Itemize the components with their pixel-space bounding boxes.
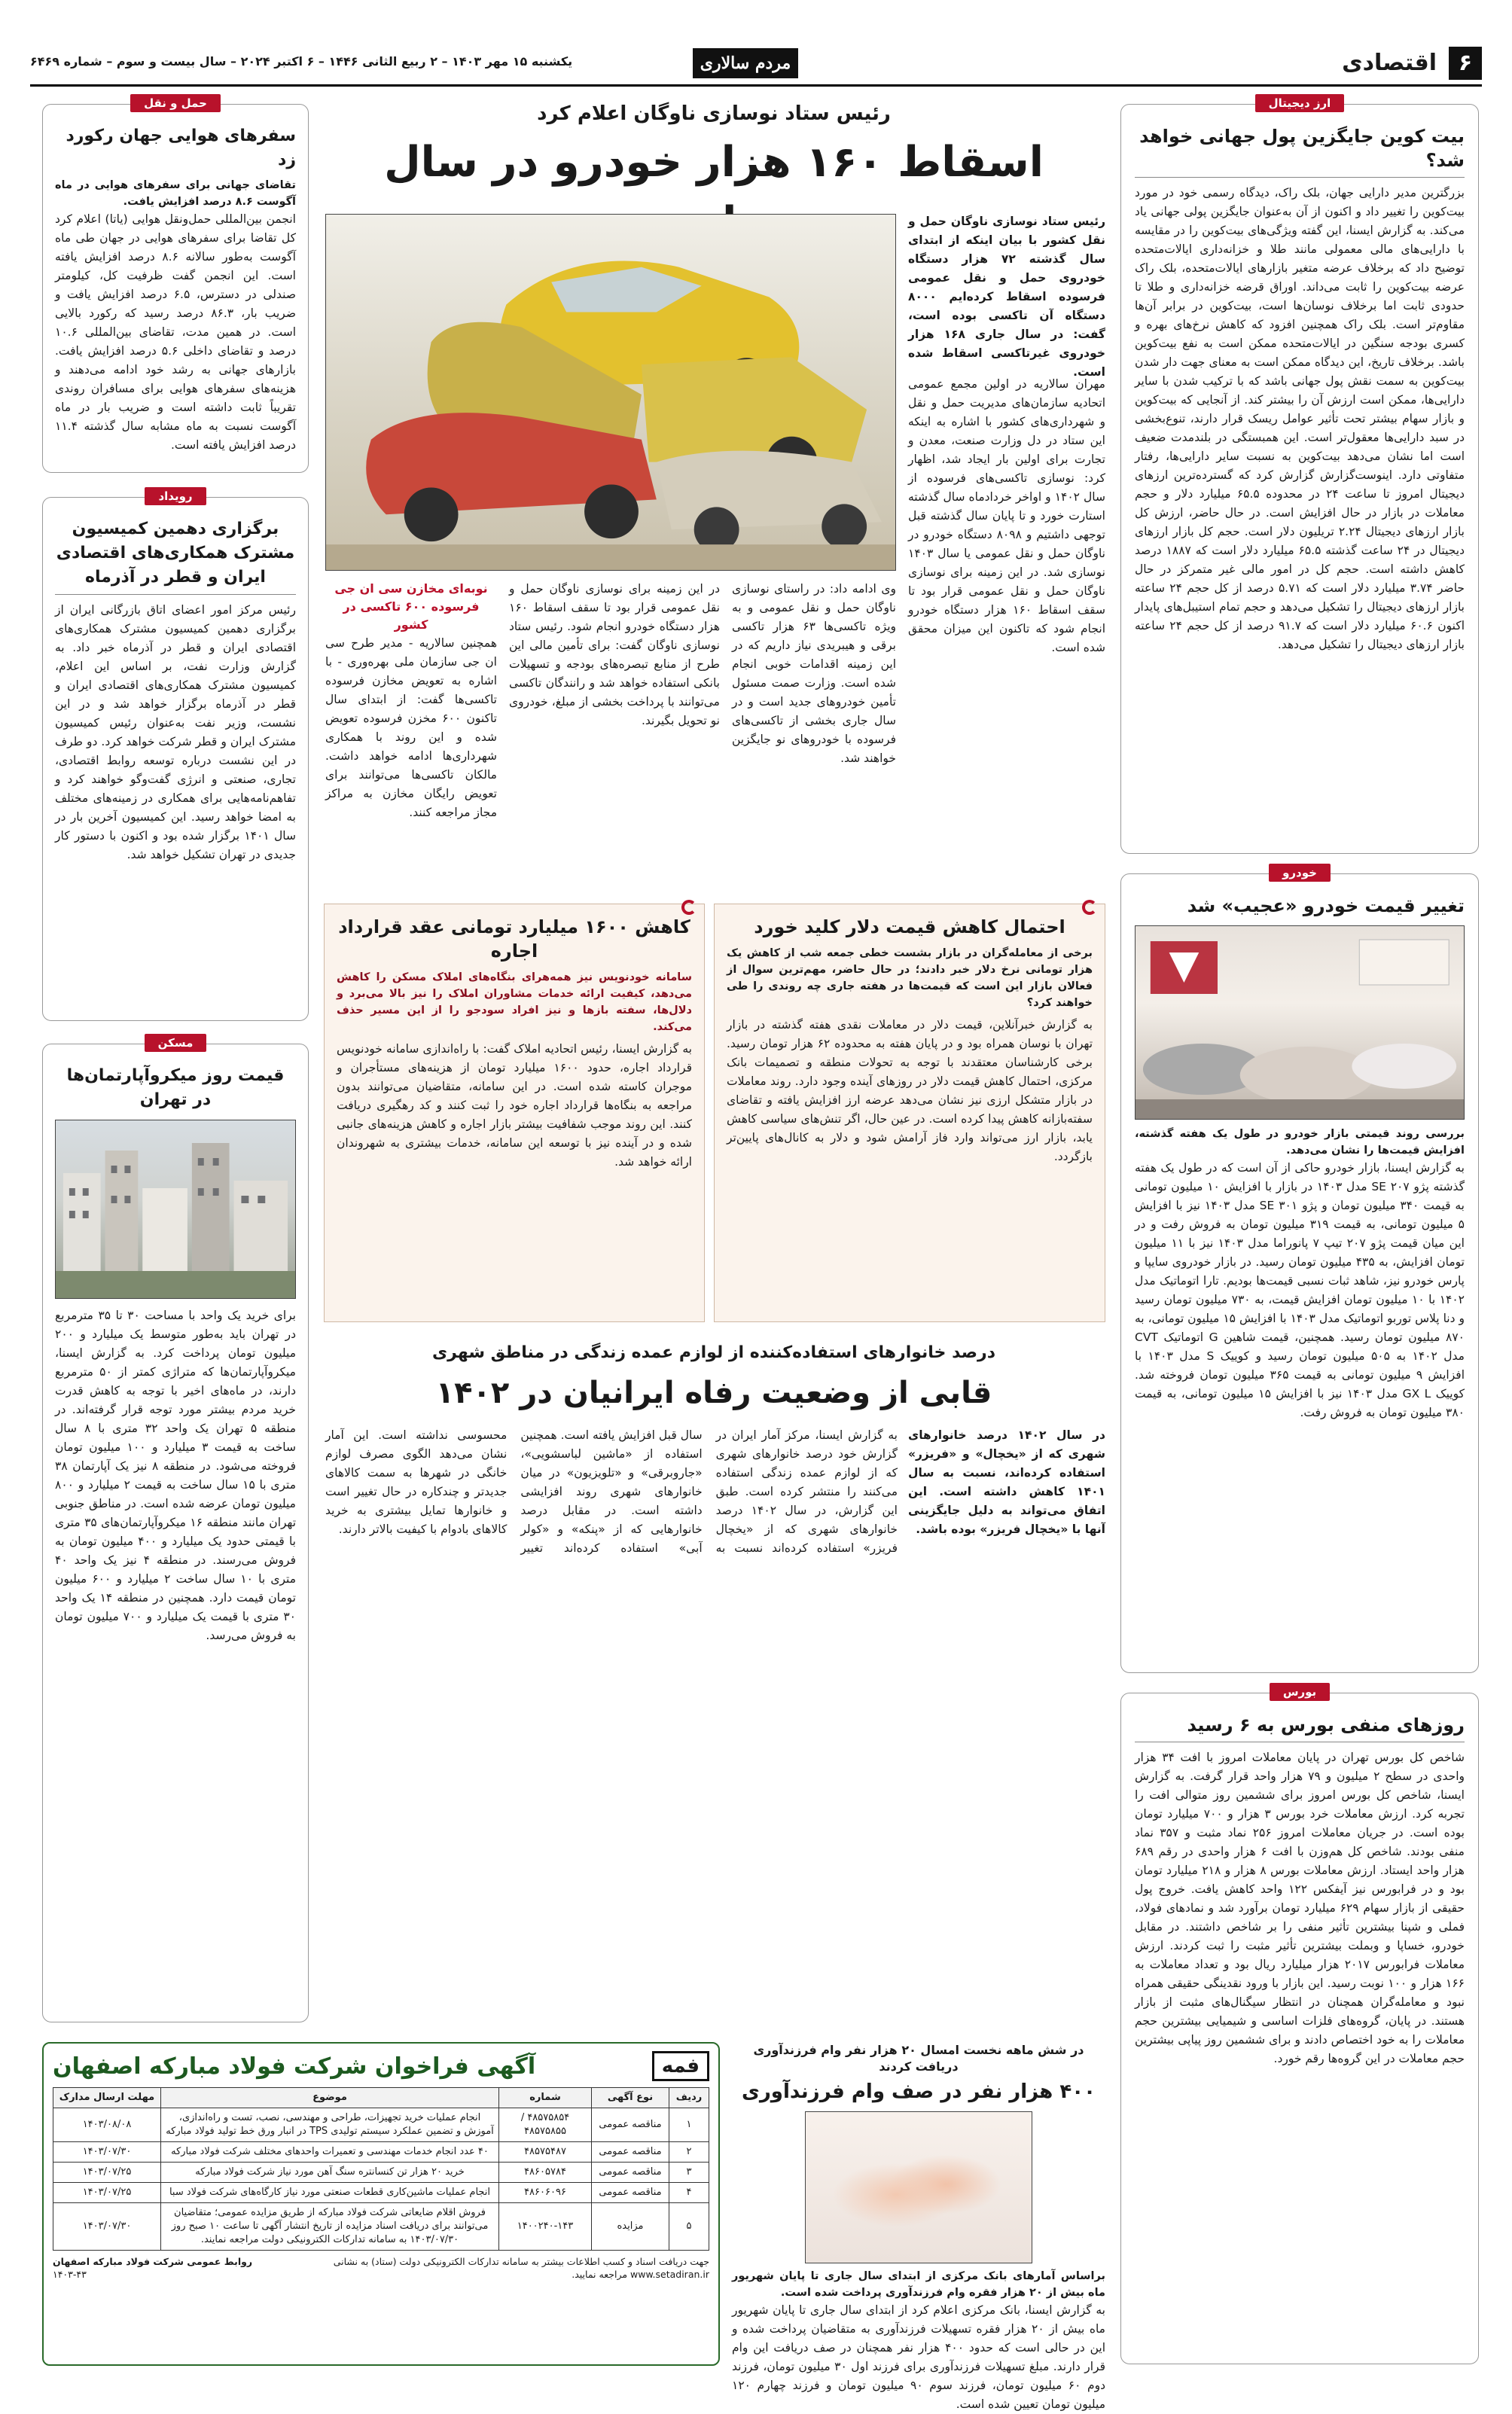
ad-col-number: شماره (499, 2088, 592, 2108)
page-header (30, 45, 1482, 83)
table-row: ۴ مناقصه عمومی ۴۸۶۰۶۰۹۶ انجام عملیات ماشین‌کاری قطعات صنعتی مورد نیاز کارگاه‌های شرکت فولاد سبا ۱۴۰۳/۰۷/۲۵ (53, 2183, 709, 2203)
dollar-lead: برخی از معامله‌گران در بازار بشست خطی جمعه شب از کاهش یک هزار تومانی نرخ دلار خبر دادند؛ در حال حاضر، مهم‌ترین سوال از فعالان بازار این است که قیمت‌ها در هفته جاری چه روندی را طی خواهند کرد؟ (727, 947, 1093, 1009)
crypto-article (1120, 96, 1479, 854)
ad-table-header (53, 2088, 709, 2108)
dollar-article (714, 904, 1105, 1322)
housing-tag: مسکن (145, 1034, 207, 1052)
welfare-kicker: درصد خانوارهای استفاده‌کننده از لوازم عمده زندگی در مناطق شهری (431, 1343, 995, 1362)
main-col2: وی ادامه داد: در راستای نوسازی ناوگان حمل و نقل عمومی و به ویژه تاکسی‌ها ۶۳ هزار تاکسی برقی و هیبریدی نیاز داریم که در این زمینه اقدامات خوبی انجام شده است. وزارت صمت مسئول تأمین خودروهای جدید است و در سال جاری بخشی از تاکسی‌های فرسوده با خودروهای نو جایگزین خواهند شد. (732, 582, 896, 765)
housing-article (42, 1036, 309, 2022)
bourse-title: روزهای منفی بورس به ۶ رسید (1187, 1714, 1465, 1736)
rent-marker-icon (681, 900, 697, 915)
rent-article (324, 904, 705, 1322)
baby-feet-photo (805, 2111, 1032, 2263)
loan-kicker: در شش ماهه نخست امسال ۲۰ هزار نفر وام فرزندآوری دریافت کردند (753, 2043, 1084, 2074)
ad-title: آگهی فراخوان شرکت فولاد مبارکه اصفهان (53, 2053, 536, 2080)
newspaper-logo: مردم سالاری (693, 48, 798, 78)
rent-body: به گزارش ایسنا، رئیس اتحادیه املاک گفت: با راه‌اندازی سامانه خودنویس قرارداد اجاره، حدود ۱۶۰۰ میلیارد تومان از هزینه‌های مستأجران و موجران کاسته شده است. در این سامانه، متقاضیان می‌توانند بدون مراجعه به بنگاه‌ها قرارداد اجاره خود را ثبت کنند و کد رهگیری دریافت کنند. این روند موجب شفافیت بیشتر بازار اجاره و کاهش هزینه‌های جانبی شده و در آینده نیز با توسعه این سامانه، خدمات بیشتری به شهروندان ارائه خواهد شد. (337, 1042, 692, 1169)
table-row: ۳ مناقصه عمومی ۴۸۶۰۵۷۸۴ خرید ۲۰ هزار تن کنسانتره سنگ آهن مورد نیاز شرکت فولاد مبارکه ۱۴۰۳/۰۷/۲۵ (53, 2163, 709, 2183)
dollar-marker-icon (1082, 900, 1097, 915)
ad-col-deadline: مهلت ارسال مدارک (53, 2088, 161, 2108)
rent-lead: سامانه خودنویس نیز همه‌هرای بنگاه‌های املاک مسکن را کاهش می‌دهد، کیفیت ارائه خدمات مشاوران املاک را نیز بالا می‌برد و دلال‌ها، سفته بازها و نیز افراد سودجو را از این مسیر حذف می‌کند. (337, 971, 692, 1033)
car-showroom-photo (1135, 925, 1465, 1120)
section-name: اقتصادی (1342, 50, 1437, 76)
main-col4 (325, 580, 497, 885)
air-travel-title: سفرهای هوایی جهان رکورد زد (66, 126, 296, 169)
tehran-buildings-photo (55, 1120, 296, 1299)
ad-table (53, 2087, 709, 2251)
header-rule (30, 84, 1482, 87)
car-price-tag: خودرو (1269, 864, 1331, 882)
table-row: ۵ مزایده ۱۴۰۰۲۴۰-۱۴۳ فروش اقلام ضایعاتی شرکت فولاد مبارکه از طریق مزایده عمومی؛ متقاضیان می‌توانند برای دریافت اسناد مزایده از تاریخ انتشار آگهی تا ساعت ۱۰ صبح روز ۱۴۰۳/۰۷/۳۰ به سامانه تدارکات الکترونیکی دولت مراجعه نمایند. ۱۴۰۳/۰۷/۳۰ (53, 2203, 709, 2251)
iran-qatar-tag: رویداد (145, 487, 206, 505)
issue-line: یکشنبه ۱۵ مهر ۱۴۰۳ – ۲ ربیع الثانی ۱۴۴۶ – ۶ اکتبر ۲۰۲۴ – سال بیست و سوم – شماره ۶۴۶۹ (30, 54, 573, 69)
rent-title: کاهش ۱۶۰۰ میلیارد تومانی عقد قرارداد اجاره (338, 916, 690, 962)
cng-subhead: نوبه‌ای مخازن سی ان جی فرسوده ۶۰۰ تاکسی در کشور (334, 581, 488, 632)
iran-qatar-title: برگزاری دهمین کمیسیون مشترک همکاری‌های اقتصادی ایران و قطر در آذرماه (56, 520, 295, 587)
housing-body: برای خرید یک واحد با مساحت ۳۰ تا ۳۵ مترمربع در تهران باید به‌طور متوسط یک میلیارد و ۲۰۰ میلیون تومان پرداخت کرد. به گزارش ایسنا، میکروآپارتمان‌ها که متراژی کمتر از ۵۰ مترمربع دارند، در ماه‌های اخیر با توجه به کاهش قدرت خرید مردم بیشتر مورد توجه قرار گرفته‌اند. در منطقه ۵ تهران یک واحد ۳۲ متری با ۸ سال ساخت به قیمت ۳ میلیارد و ۱۰۰ میلیون تومان فروخته می‌شود. در منطقه ۸ نیز یک آپارتمان ۳۸ متری با ۱۵ سال ساخت به قیمت ۲ میلیارد و ۸۰۰ میلیون تومان عرضه شده است. در مناطق جنوبی تهران مانند منطقه ۱۶ میکروآپارتمان‌های ۳۵ متری با قیمتی حدود یک میلیارد و ۴۰۰ میلیون تومان به فروش می‌رسند. در منطقه ۴ نیز یک واحد ۴۰ متری با ۱۰ سال ساخت ۲ میلیارد و ۶۰۰ میلیون تومان قیمت دارد. همچنین در منطقه ۱۴ یک واحد ۳۰ متری با قیمت یک میلیارد و ۷۰۰ میلیون تومان به فروش می‌رسد. (55, 1309, 297, 1642)
dollar-title: احتمال کاهش قیمت دلار کلید خورد (754, 916, 1065, 937)
air-travel-tag: حمل و نقل (130, 94, 221, 112)
main-lead: رئیس ستاد نوسازی ناوگان حمل و نقل کشور با بیان اینکه از ابتدای سال گذشته ۷۲ هزار دستگاه خودروی حمل و نقل عمومی فرسوده اسقاط کرده‌ایم ۸۰۰۰ دستگاه آن تاکسی بوده است، گفت: در سال جاری ۱۶۸ هزار خودروی غیرتاکسی اسقاط شده است. (908, 215, 1105, 379)
iran-qatar-article (42, 489, 309, 1021)
loan-article (732, 2042, 1105, 2411)
welfare-title: قابی از وضعیت رفاه ایرانیان در ۱۴۰۲ (435, 1376, 992, 1410)
ad-col-subject: موضوع (161, 2088, 499, 2108)
bourse-article (1120, 1685, 1479, 2364)
bourse-body: شاخص کل بورس تهران در پایان معاملات امروز با افت ۳۴ هزار واحدی در سطح ۲ میلیون و ۷۹ هزار واحد قرار گرفت. به گزارش ایسنا، شاخص کل بورس امروز برای ششمین روز متوالی افت را تجربه کرد. ارزش معاملات خرد بورس ۳ هزار و ۷۰۰ میلیارد تومان بوده است. در جریان معاملات امروز ۲۵۶ نماد مثبت و ۳۵۷ نماد منفی بودند. شاخص کل هم‌وزن با افت ۶ هزار واحدی در رقم ۶۸۹ هزار واحد ایستاد. ارزش معاملات بورس ۸ هزار و ۲۱۸ میلیارد تومان بود و در فرابورس نیز آیفکس ۱۲۲ واحد کاهش یافت. خروج پول حقیقی از بازار سهام ۶۲۹ میلیارد تومان برآورد شد و نمادهای فولاد، فملی و شپنا بیشترین تأثیر منفی را بر شاخص داشتند. در مقابل خودرو، خساپا و وبملت بیشترین تأثیر مثبت را ثبت کردند. ارزش معاملات فرابورس ۲۰۱۷ هزار میلیارد ریال بود و تعداد معاملات به ۱۶۶ هزار و ۱۰۰ نوبت رسید. این بازار با ورود نقدینگی حقیقی همراه نبود و معامله‌گران همچنان در انتظار سیگنال‌های مثبت از بازار هستند. در پایان، گروه‌های فلزات اساسی و شیمیایی بیشترین حجم معاملات را به خود اختصاص دادند و برای ششمین روز پیاپی بیشترین حجم معاملات در این گروه‌ها رقم خورد. (1135, 1751, 1465, 2065)
air-travel-lead: تقاضای جهانی برای سفرهای هوایی در ماه آگوست ۸.۶ درصد افزایش یافت. (55, 179, 296, 208)
main-col1: مهران سالاریه در اولین مجمع عمومی اتحادیه سازمان‌های مدیریت حمل و نقل و شهرداری‌های کشور با اشاره به اینکه این ستاد در دل وزارت صنعت، معدن و تجارت برای اولین بار ایجاد شد، اظهار کرد: نوسازی تاکسی‌های فرسوده از سال ۱۴۰۲ و اواخر خردادماه سال گذشته استارت خورد و تا پایان سال گذشته قبل توجهی داشتیم و ۸۰۹۸ دستگاه خودرو در ناوگان حمل و نقل عمومی یا سال ۱۴۰۳ نوسازی شد. در این زمینه برای نوسازی ناوگان حمل و نقل عمومی قرار بود تا سقف اسقاط ۱۶۰ هزار دستگاه خودرو انجام شود که تاکنون این میزان محقق شده است. (908, 377, 1106, 654)
air-travel-body: انجمن بین‌المللی حمل‌ونقل هوایی (یاتا) اعلام کرد کل تقاضا برای سفرهای هوایی در جهان طی ماه آگوست به‌طور سالانه ۸.۶ درصد افزایش یافته است. این انجمن گفت ظرفیت کل، کیلومتر صندلی در دسترس، ۶.۵ درصد افزایش یافت و ضریب بار، ۸۶.۳ درصد رسید که رکورد بالایی است. در همین مدت، تقاضای بین‌المللی ۱۰.۶ درصد و تقاضای داخلی ۵.۶ درصد افزایش یافت. بازارهای جهانی به رشد خود ادامه می‌دهند و هزینه‌های سفرهای هوایی برای مسافران روندی تقریباً ثابت داشته است و ضریب بار در ماه آگوست نسبت به ماه مشابه سال گذشته ۱۱.۴ درصد افزایش یافته است. (55, 212, 296, 452)
welfare-body: به گزارش ایسنا، مرکز آمار ایران در گزارش خود درصد خانوارهای شهری که از لوازم عمده زندگی استفاده می‌کنند را منتشر کرده است. طبق این گزارش، در سال ۱۴۰۲ درصد خانوارهای شهری که از «یخچال فریزر» استفاده کرده‌اند نسبت به سال قبل افزایش یافته است. همچنین استفاده از «ماشین لباسشویی»، «جاروبرقی» و «تلویزیون» در میان خانوارهای شهری روند افزایشی داشته است. در مقابل درصد خانوارهایی که از «پنکه» و «کولر آبی» استفاده کرده‌اند تغییر محسوسی نداشته است. این آمار نشان می‌دهد الگوی مصرف لوازم خانگی در شهرها به سمت کالاهای جدیدتر و چندکاره در حال تغییر است و خانوارها تمایل بیشتری به خرید کالاهای بادوام با کیفیت بالاتر دارند. (325, 1428, 898, 1555)
car-price-body: به گزارش ایسنا، بازار خودرو حاکی از آن است که در طول یک هفته گذشته پژو ۲۰۷ SE مدل ۱۴۰۳ در بازار با افزایش ۱۰ میلیون تومانی به قیمت ۳۴۰ میلیون تومان و پژو ۳۰۱ SE مدل ۱۴۰۳ نیز با افزایش ۵ میلیون تومانی، به قیمت ۳۱۹ میلیون تومان به فروش رفت و در این میان قیمت پژو ۲۰۷ تیپ ۷ پانوراما مدل ۱۴۰۳ نیز با ۱۱ میلیون تومان افزایش، به ۴۳۵ میلیون تومان رسید. در بازار خودروی سایپا و پارس خودرو نیز، شاهد ثبات نسبی قیمت‌ها بودیم. تارا اتوماتیک مدل ۱۴۰۲ با ۱۰ میلیون تومان افزایش قیمت، به ۷۳۰ میلیون تومان رسید و دنا پلاس توربو اتوماتیک مدل ۱۴۰۳ با افزایش ۱۵ میلیون تومانی، به ۸۷۰ میلیون تومان رسید. همچنین، قیمت شاهین G اتوماتیک CVT مدل ۱۴۰۲ به ۵۰۵ میلیون تومان رسید و کوییک S مدل ۱۴۰۳ با افزایش ۹ میلیون تومانی به قیمت ۳۶۵ میلیون تومان فروخته شد. کوییک GX L مدل ۱۴۰۳ نیز با افزایش ۱۵ میلیون تومانی، به قیمت ۳۸۰ میلیون تومان به فروش رفت. (1135, 1161, 1465, 1419)
fooladmobarakeh-ad (42, 2042, 720, 2366)
bourse-tag: بورس (1270, 1683, 1330, 1701)
table-row: ۱ مناقصه عمومی ۴۸۵۷۵۸۵۴ / ۴۸۵۷۵۸۵۵ انجام عملیات خرید تجهیزات، طراحی و مهندسی، نصب، تست و راه‌اندازی، آموزش و تضمین عملکرد سیستم تولیدی TPS در انبار ورق خط تولید فولاد مبارکه ۱۴۰۳/۰۸/۰۸ (53, 2108, 709, 2142)
crypto-tag: ارز دیجیتال (1255, 94, 1345, 112)
car-price-article (1120, 866, 1479, 1673)
dollar-body: به گزارش خبرآنلاین، قیمت دلار در معاملات نقدی هفته گذشته در بازار تهران با نوسان همراه بود و در پایان هفته به محدوده ۶۲ هزار تومان رسید. برخی کارشناسان معتقدند با توجه به تحولات منطقه و تصمیمات بانک مرکزی، احتمال کاهش قیمت دلار در روزهای آینده وجود دارد. روند معاملات در بازار متشکل ارزی نیز نشان می‌دهد عرضه ارز افزایش یافته و تقاضای سفته‌بازانه کاهش پیدا کرده است. در عین حال، اگر تنش‌های سیاسی کاهش یابد، بازار ارز می‌تواند وارد فاز آرامش شود و دلار به کانال‌های پایین‌تر بازگردد. (727, 1018, 1093, 1163)
crypto-body: بزرگترین مدیر دارایی جهان، بلک راک، دیدگاه رسمی خود در مورد بیت‌کوین را تغییر داد و اکنون از آن به‌عنوان جایگزین پولی جهانی یاد می‌کند. به گزارش ایسنا، این گفته ویژگی‌های بیت‌کوین را در مقایسه با دارایی‌های مالی معمولی مانند طلا و خزانه‌داری ایالات‌متحده توضیح داد که برخلاف عرضه متغیر بازارهای ایالات‌متحده، بلک راک عرضه بیت‌کوین را ثابت می‌داند. اوراق قرضه خزانه‌داری و طلا تا حدودی ثابت اما برخلاف نوسان‌ها است، بیت‌کوین در برابر آن‌ها مقاوم‌تر است. بلک راک همچنین افزود که کاهش نرخ‌های بهره و کسری بودجه سنگین در ایالات‌متحده ممکن است به نفع بیت‌کوین باشد. برخلاف تاریخ، این دیدگاه ممکن است به معنای جهت دار شدن بیت‌کوین به سمت نقش پول جهانی باشد که با ترکیب شدن با سایر دارایی‌ها، ممکن است ارزش آن را بیشتر کند. از آنجایی که بیت‌کوین و بازار سهام بیشتر تحت تأثیر عوامل ریسک قرار دارند، تنوع‌بخشی در سبد دارایی‌ها معقول‌تر است. این همبستگی در بلندمدت ضعیف است اما نشان می‌دهد بیت‌کوین به نسبت سایر دارایی‌ها، رفتار متفاوتی دارد. اینوست‌گزارش گزارش کرد که گسترده‌ترین ارزهای دیجیتال امروز تا ساعت ۲۴ در محدوده ۶۵.۵ میلیارد دلار و حجم معاملات در بازار در حال افزایش است. در حال حاضر، ارزش کل بازار ارزهای دیجیتال ۲.۲۴ تریلیون دلار است. حجم کل بازار ارزهای دیجیتال در ۲۴ ساعت گذشته ۶۵.۵ میلیارد دلار است که ۱۸۸۷ درصد کاهش داشته است. حجم کل در امور مالی غیر متمرکز در حال حاضر ۳.۷۴ میلیارد دلار است که ۵.۷۱ درصد از کل حجم ۲۴ ساعته بازار ارزهای دیجیتال را تشکیل می‌دهد و حجم تمام استیبل‌های پایدار اکنون ۶۰.۶ میلیارد دلار است که ۹۱.۷ درصد از کل حجم ۲۴ ساعته بازار ارزهای دیجیتال را تشکیل می‌دهد. (1135, 186, 1465, 651)
main-col3: در این زمینه برای نوسازی ناوگان حمل و نقل عمومی قرار بود تا سقف اسقاط ۱۶۰ هزار دستگاه خودرو انجام شود. رئیس ستاد نوسازی ناوگان گفت: برای تأمین مالی این طرح از منابع تبصره‌های بودجه و تسهیلات بانکی استفاده خواهد شد و رانندگان تاکسی می‌توانند با پرداخت بخشی از مبلغ، خودروی نو تحویل بگیرند. (509, 582, 720, 727)
table-row: ۲ مناقصه عمومی ۴۸۵۷۵۴۸۷ ۴۰ عدد انجام خدمات مهندسی و تعمیرات واحدهای مختلف شرکت فولاد مبارکه ۱۴۰۳/۰۷/۳۰ (53, 2142, 709, 2163)
loan-lead: براساس آمارهای بانک مرکزی از ابتدای سال جاری تا پایان شهریور ماه بیش از ۲۰ هزار فقره وام فرزندآوری پرداخت شده است. (732, 2270, 1105, 2299)
ad-footer-right: جهت دریافت اسناد و کسب اطلاعات بیشتر به سامانه تدارکات الکترونیکی دولت (ستاد) به نشانی www.setadiran.ir مراجعه نمایید. (333, 2256, 709, 2280)
welfare-lead: در سال ۱۴۰۲ درصد خانوارهای شهری که از «یخچال» و «فریزر» استفاده کرده‌اند، نسبت به سال ۱۴۰۱ کاهش داشته است. این اتفاق می‌تواند به دلیل جایگزینی آنها با «یخچال فریزر» بوده باشد. (908, 1428, 1106, 1536)
iran-qatar-body: رئیس مرکز امور اعضای اتاق بازرگانی ایران از برگزاری دهمین کمیسیون مشترک همکاری‌های اقتصادی ایران و قطر در آذرماه خبر داد. به گزارش وزارت نفت، بر اساس این اعلام، کمیسیون مشترک همکاری‌های اقتصادی ایران و قطر در آذرماه برگزار خواهد شد و در این نشست، وزیر نفت به‌عنوان رئیس کمیسیون مشترک ایران و قطر شرکت خواهد کرد. دو طرف در این نشست درباره توسعه روابط اقتصادی، تجاری، صنعتی و انرژی گفت‌وگو خواهند کرد و تفاهم‌نامه‌هایی برای همکاری در زمینه‌های مختلف به امضا خواهد رسید. این کمیسیون آخرین بار در سال ۱۴۰۱ برگزار شده بود و اکنون با دستور کار جدیدی در تهران تشکیل خواهد شد. (55, 603, 296, 861)
scrapped-cars-photo (325, 214, 896, 571)
ad-col-type: نوع آگهی (592, 2088, 669, 2108)
main-title: اسقاط ۱۶۰ هزار خودرو در سال (384, 138, 1044, 187)
cng-body: همچنین سالاریه - مدیر طرح سی ان جی سازمان ملی بهره‌وری - با اشاره به تعویض مخازن فرسوده تاکسی‌ها گفت: از ابتدای سال تاکنون ۶۰۰ مخزن فرسوده تعویض شده و این روند با همکاری شهرداری‌ها ادامه خواهد داشت. مالکان تاکسی‌ها می‌توانند برای تعویض رایگان مخازن به مراکز مجاز مراجعه کنند. (325, 636, 497, 819)
ad-logo: فمه (652, 2051, 709, 2081)
ad-footer-code: ۱۴۰۳-۴۳ (53, 2269, 87, 2280)
housing-title: قیمت روز میکروآپارتمان‌ها در تهران (66, 1066, 285, 1109)
ad-footer-left: روابط عمومی شرکت فولاد مبارکه اصفهان (53, 2256, 253, 2267)
main-kicker: رئیس ستاد نوسازی ناوگان اعلام کرد (537, 102, 891, 125)
car-price-title: تغییر قیمت خودرو «عجیب» شد (1187, 895, 1465, 916)
air-travel-article (42, 96, 309, 473)
welfare-body-right (908, 1559, 1105, 1685)
ad-col-row: ردیف (669, 2088, 709, 2108)
crypto-title: بیت کوین جایگزین پول جهانی خواهد شد؟ (1139, 126, 1465, 171)
loan-body: به گزارش ایسنا، بانک مرکزی اعلام کرد از ابتدای سال جاری تا پایان شهریور ماه بیش از ۲۰ هزار فقره تسهیلات فرزندآوری به متقاضیان پرداخت شده و این در حالی است که حدود ۴۰۰ هزار نفر همچنان در صف دریافت این وام قرار دارند. مبلغ تسهیلات فرزندآوری برای فرزند اول ۳۰ میلیون تومان، فرزند دوم ۶۰ میلیون تومان، فرزند سوم ۹۰ میلیون تومان و فرزند چهارم ۱۲۰ میلیون تومان تعیین شده است. (732, 2303, 1105, 2411)
page-number: ۶ (1449, 47, 1482, 80)
loan-title: ۴۰۰ هزار نفر در صف وام فرزندآوری (742, 2080, 1096, 2103)
car-price-lead: بررسی روند قیمتی بازار خودرو در طول یک هفته گذشته، افزایش قیمت‌ها را نشان می‌دهد. (1135, 1128, 1465, 1157)
